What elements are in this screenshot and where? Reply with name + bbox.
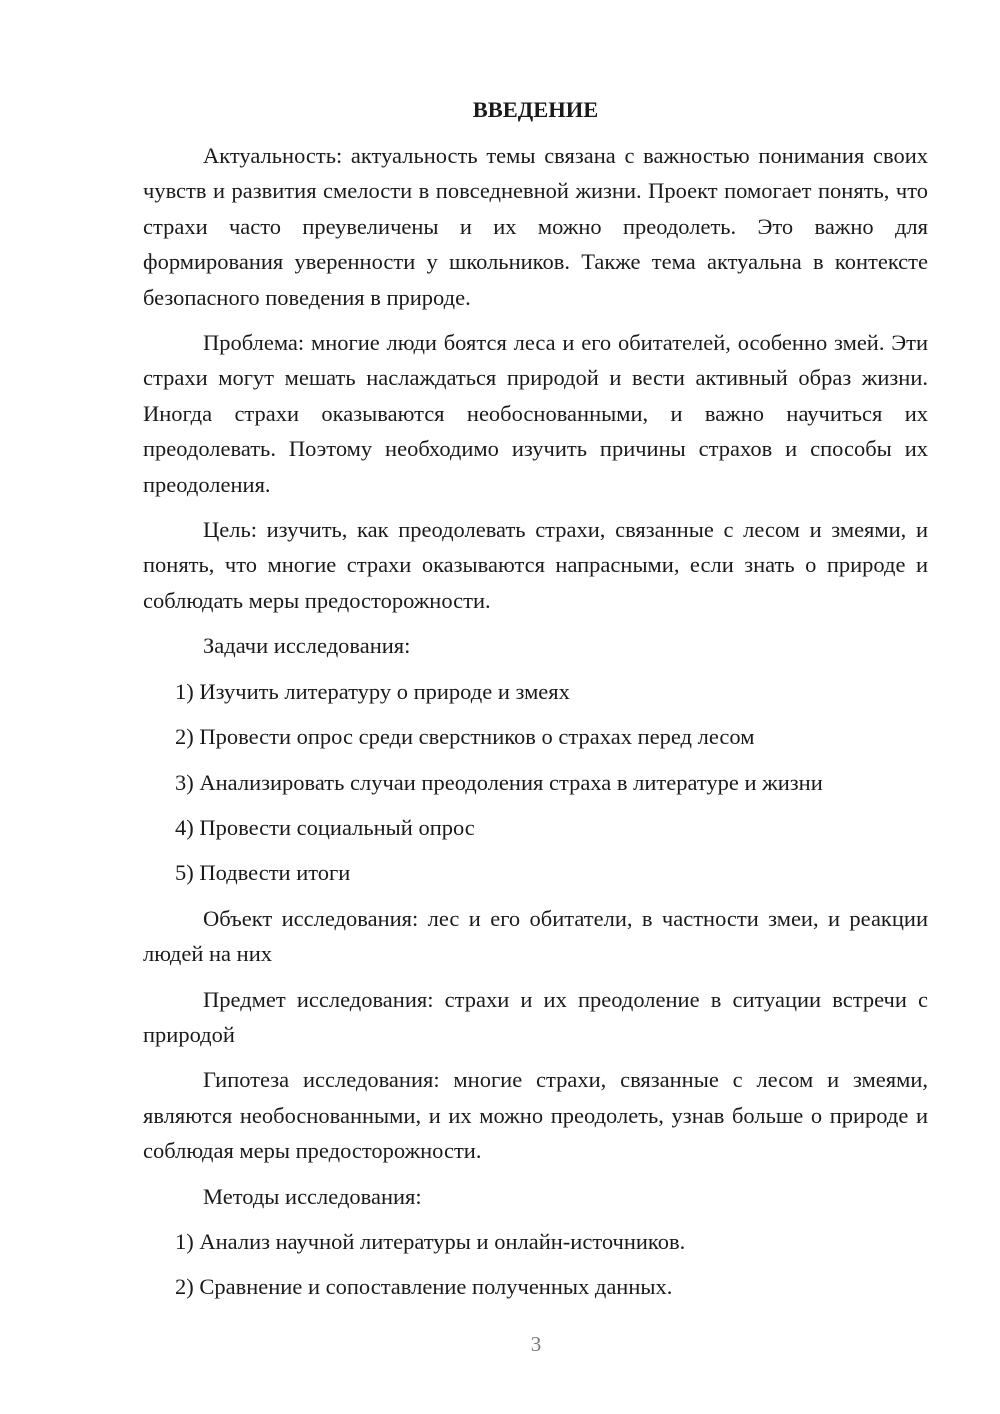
spacer (143, 800, 928, 810)
problem-paragraph: Проблема: многие люди боятся леса и его обитателей, особенно змей. Эти страхи могут мешать наслаждаться природой и вести активный образ жизни. Иногда страхи оказываются необоснованными, и важно научиться их преодолевать. Поэтому необходимо изучить причины страхов и способы их преодоления. (143, 330, 928, 497)
spacer (143, 127, 928, 138)
spacer (143, 315, 928, 325)
hypothesis-paragraph: Гипотеза исследования: многие страхи, связанные с лесом и змеями, являются необоснованными, и их можно преодолеть, узнав больше о природе и соблюдая меры предосторожности. (143, 1067, 928, 1164)
section-title: ВВЕДЕНИЕ (472, 97, 599, 122)
page-number: 3 (530, 1332, 542, 1356)
spacer (143, 755, 928, 765)
spacer (143, 502, 928, 512)
tasks-heading: Задачи исследования: (203, 633, 411, 659)
spacer (143, 1052, 928, 1062)
task-item: 3) Анализировать случаи преодоления страха в литературе и жизни (175, 769, 823, 795)
spacer (143, 1214, 928, 1224)
spacer (143, 709, 928, 719)
spacer (143, 891, 928, 901)
document-page (143, 92, 928, 1305)
method-item: 1) Анализ научной литературы и онлайн-источников. (175, 1228, 686, 1254)
object-paragraph: Объект исследования: лес и его обитатели, в частности змеи, и реакции людей на них (143, 905, 928, 967)
task-item: 1) Изучить литературу о природе и змеях (175, 678, 570, 704)
goal-paragraph: Цель: изучить, как преодолевать страхи, связанные с лесом и змеями, и понять, что многие страхи оказываются напрасными, если знать о природе и соблюдать меры предосторожности. (143, 517, 928, 613)
spacer (143, 845, 928, 855)
spacer (143, 664, 928, 674)
task-item: 4) Провести социальный опрос (175, 814, 475, 840)
spacer (143, 972, 928, 982)
task-item: 2) Провести опрос среди сверстников о страхах перед лесом (175, 724, 755, 750)
subject-paragraph: Предмет исследования: страхи и их преодоление в ситуации встречи с природой (143, 986, 928, 1047)
methods-heading: Методы исследования: (203, 1183, 422, 1209)
spacer (143, 1259, 928, 1269)
relevance-paragraph: Актуальность: актуальность темы связана с важностью понимания своих чувств и развития смелости в повседневной жизни. Проект помогает понять, что страхи часто преувеличены и их можно преодолеть. Это важно для формирования уверенности у школьников. Также тема актуальна в контексте безопасного поведения в природе. (143, 143, 928, 310)
spacer (143, 1169, 928, 1179)
task-item: 5) Подвести итоги (175, 860, 351, 886)
spacer (143, 618, 928, 628)
method-item: 2) Сравнение и сопоставление полученных данных. (175, 1274, 673, 1300)
